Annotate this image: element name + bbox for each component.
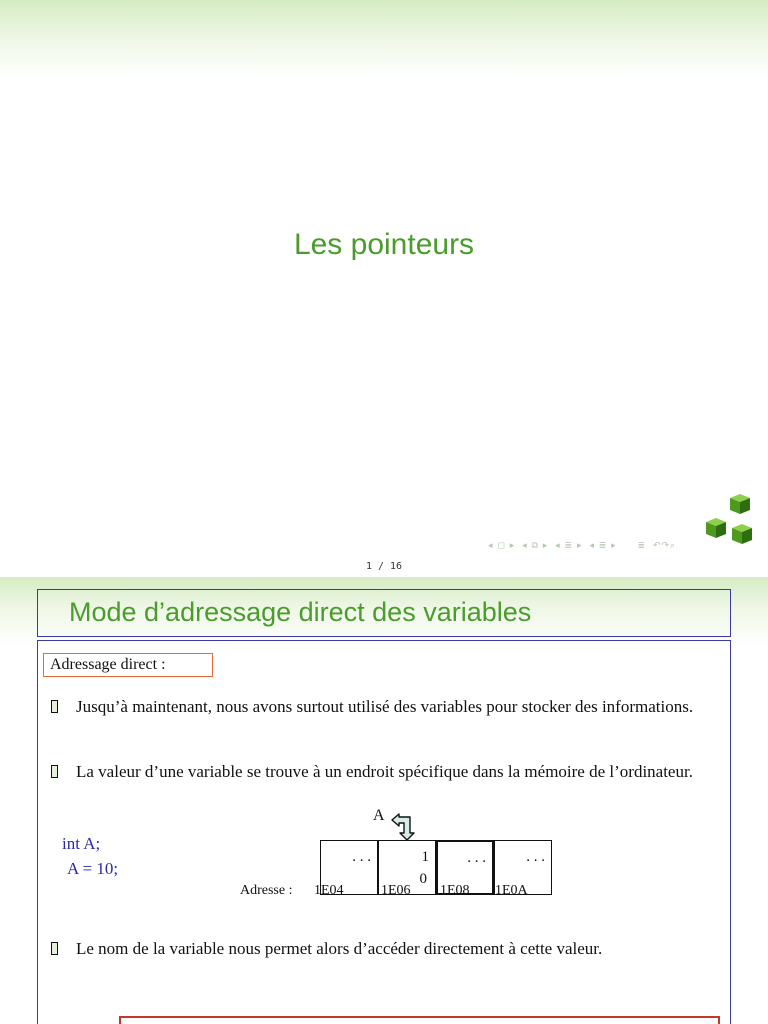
memory-address: 1E04 [314,883,344,898]
nav-align-icon[interactable]: ≣ [637,541,647,551]
bullet-item [48,760,708,783]
nav-subsection-icon[interactable]: ◂ ≣ ▸ [555,541,583,551]
nav-section-icon[interactable]: ◂ ⧉ ▸ [522,541,549,551]
slide-header-frame [37,589,731,637]
highlight-frame [119,1016,720,1024]
code-line: int A; [62,834,101,853]
bullet-icon [51,942,58,955]
memory-address: 1E08 [440,883,470,898]
cell-value: . . . [526,849,545,865]
variable-label: A [373,807,385,824]
cell-value: . . . [467,850,486,866]
nav-frame-icon[interactable]: ◂ ◻ ▸ [488,541,516,551]
page-indicator: 1 / 16 [365,561,403,572]
slide-title: Mode d’adressage direct des variables [69,597,532,627]
pointer-arrow-icon [390,813,420,843]
bullet-text: La valeur d’une variable se trouve à un endroit spécifique dans la mémoire de l’ordinateur. [76,762,693,781]
bullet-text: Jusqu’à maintenant, nous avons surtout utilisé des variables pour stocker des informations. [76,697,694,716]
slide-title: Les pointeurs [293,228,475,261]
nav-subsubsection-icon[interactable]: ◂ ≣ ▸ [589,541,617,551]
code-line: A = 10; [67,859,119,878]
bullet-icon [51,700,58,713]
cubes-logo [700,492,762,552]
bullet-text: Le nom de la variable nous permet alors d’accéder directement à cette valeur. [76,939,603,958]
bullet-item [48,695,708,718]
bullet-icon [51,765,58,778]
code-snippet [62,831,118,881]
content-slide [0,577,768,1024]
address-label: Adresse : [240,883,293,898]
nav-search-icon[interactable]: ↶↷⌕ [652,541,677,551]
slide-body-frame [37,640,731,1024]
bullet-item [48,937,708,960]
cell-value: 1 [421,849,429,865]
navigation-bar [488,541,679,555]
cell-value-second-line: 0 [419,871,427,887]
subheading-box: Adressage direct : [43,653,213,677]
cell-value: . . . [352,849,371,865]
memory-address: 1E0A [495,883,528,898]
memory-address: 1E06 [381,883,411,898]
